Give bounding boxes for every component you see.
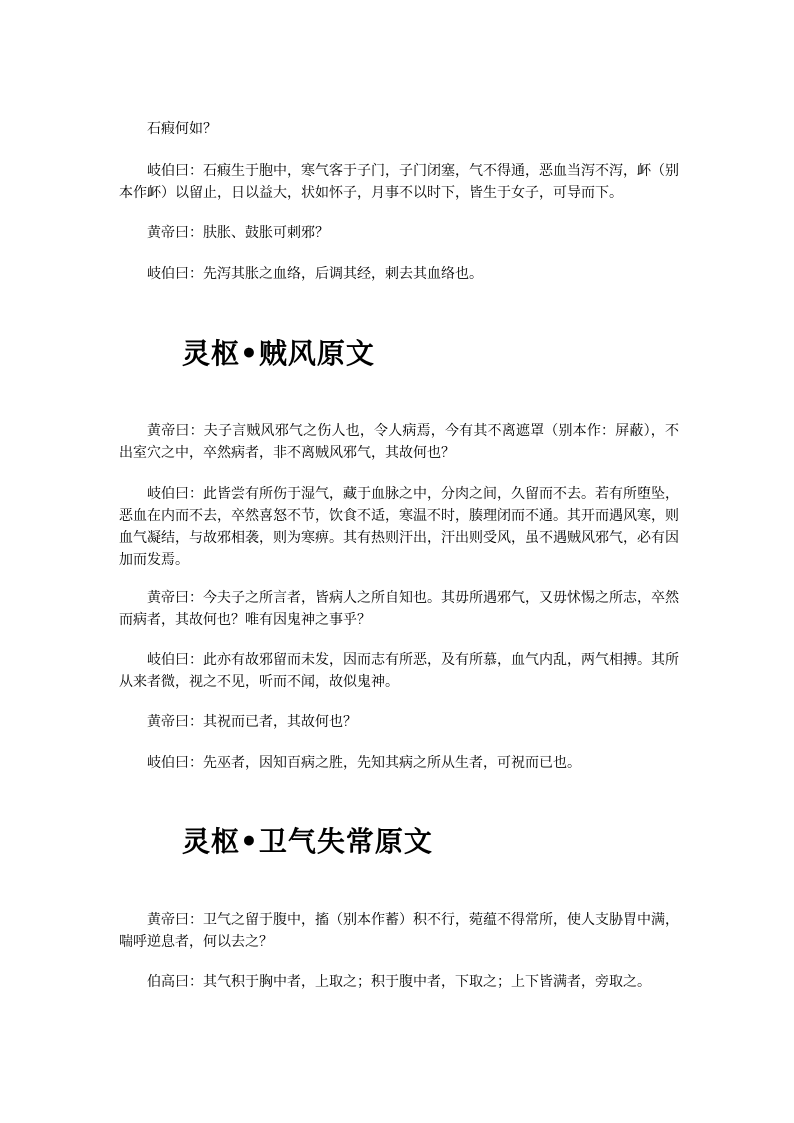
paragraph: 岐伯曰：先巫者，因知百病之胜，先知其病之所从生者，可祝而已也。 <box>147 755 581 771</box>
paragraph: 岐伯曰：先泻其胀之血络，后调其经，刺去其血络也。 <box>147 266 483 282</box>
section-heading: 灵枢•贼风原文 <box>182 337 375 370</box>
paragraph: 黄帝曰：夫子言贼风邪气之伤人也，令人病焉，今有其不离遮罩（别本作：屏蔽），不出室穴之中，卒然病者，非不离贼风邪气，其故何也？ <box>119 423 679 461</box>
paragraph: 岐伯曰：此亦有故邪留而未发，因而志有所恶，及有所慕，血气内乱，两气相搏。其所从来者微，视之不见，听而不闻，故似鬼神。 <box>119 652 679 690</box>
section-heading: 灵枢•卫气失常原文 <box>182 825 433 858</box>
paragraph: 伯高曰：其气积于胸中者，上取之；积于腹中者，下取之；上下皆满者，旁取之。 <box>147 974 651 990</box>
paragraph: 石瘕何如？ <box>147 121 217 137</box>
paragraph: 黄帝曰：其祝而已者，其故何也？ <box>147 714 357 730</box>
paragraph: 黄帝曰：肤胀、鼓胀可刺邪？ <box>147 225 329 241</box>
paragraph: 岐伯曰：石瘕生于胞中，寒气客于子门，子门闭塞，气不得通，恶血当泻不泻，衃（别本作衃）以留止，日以益大，状如怀子，月事不以时下，皆生于女子，可导而下。 <box>119 163 679 201</box>
paragraph: 黄帝曰：卫气之留于腹中，搐（别本作蓄）积不行，菀蕴不得常所，使人支胁胃中满，喘呼逆息者，何以去之？ <box>119 912 679 950</box>
paragraph: 岐伯曰：此皆尝有所伤于湿气，藏于血脉之中，分肉之间，久留而不去。若有所堕坠，恶血在内而不去，卒然喜怒不节，饮食不适，寒温不时，腠理闭而不通。其开而遇风寒，则血气凝结，与故邪相袭，则为寒痹。其有热则汗出，汗出则受风，虽不遇贼风邪气，必有因加而发焉。 <box>119 486 679 568</box>
paragraph: 黄帝曰：今夫子之所言者，皆病人之所自知也。其毋所遇邪气，又毋怵惕之所志，卒然而病者，其故何也？唯有因鬼神之事乎？ <box>119 590 679 628</box>
